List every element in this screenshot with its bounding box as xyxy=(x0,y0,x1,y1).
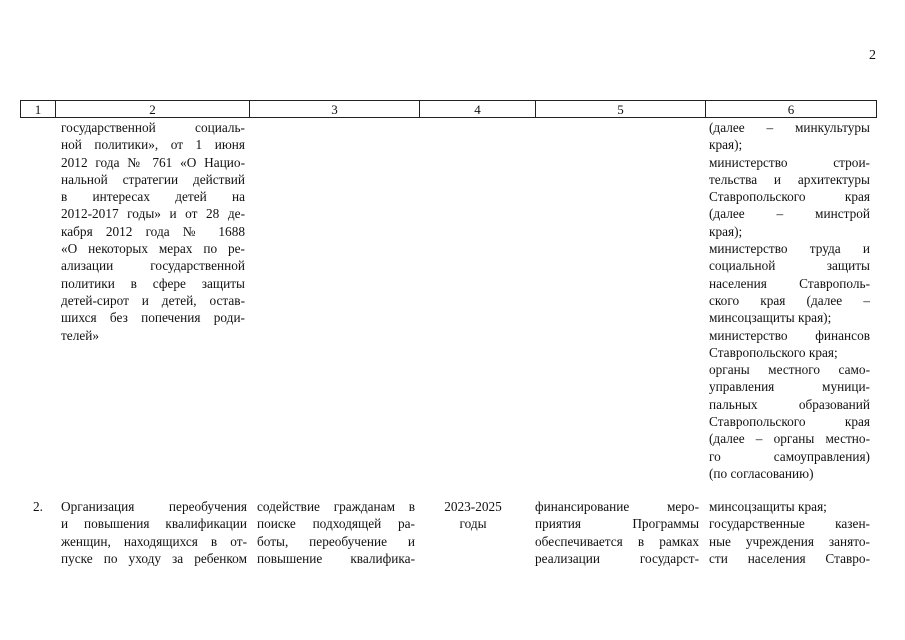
text-line: органы местного само- xyxy=(709,362,870,378)
row2-expected-result-cell xyxy=(257,498,415,567)
text-line: Ставропольского края xyxy=(709,414,870,430)
text-line: повышение квалифика- xyxy=(257,550,415,566)
text-line: пальных образований xyxy=(709,396,870,412)
text-line: политики в сфере защиты xyxy=(61,275,245,291)
text-line: 2023-2025 xyxy=(444,499,502,514)
row2-event-name-cell xyxy=(61,498,247,567)
text-line: минсоцзащиты края; xyxy=(709,499,827,514)
text-line: минсоцзащиты края); xyxy=(709,310,832,326)
row2-financing-cell xyxy=(535,498,699,567)
text-line: населения Ставрополь- xyxy=(709,275,870,291)
text-line: нальной стратегии действий xyxy=(61,171,245,187)
text-line: управления муници- xyxy=(709,379,870,395)
text-line: пуске по уходу за ребенком xyxy=(61,550,247,566)
text-line: в интересах детей на xyxy=(61,189,245,205)
text-line: телей» xyxy=(61,327,100,343)
text-line: го самоуправления) xyxy=(709,448,870,464)
text-line: и повышения квалификации xyxy=(61,516,247,532)
text-line: приятия Программы xyxy=(535,516,699,532)
column-number-6: 6 xyxy=(706,101,877,118)
text-line: государственные казен- xyxy=(709,516,870,532)
text-line: 2012 года № 761 «О Нацио- xyxy=(61,154,245,170)
text-line: ализации государственной xyxy=(61,258,245,274)
text-line: финансирование меро- xyxy=(535,499,699,514)
text-line: ные учреждения занято- xyxy=(709,533,870,549)
text-line: «О некоторых мерах по ре- xyxy=(61,241,245,257)
text-line: (по согласованию) xyxy=(709,465,814,481)
text-line: ского края (далее – xyxy=(709,292,870,308)
row2-responsible-executors-cell xyxy=(709,498,870,567)
text-line: женщин, находящихся в от- xyxy=(61,533,247,549)
text-line: детей-сирот и детей, остав- xyxy=(61,292,245,308)
text-line: (далее – органы местно- xyxy=(709,431,870,447)
text-line: годы xyxy=(459,516,487,532)
text-line: реализации государст- xyxy=(535,550,699,566)
row2-number: 2. xyxy=(33,499,43,514)
text-line: Организация переобучения xyxy=(61,499,247,514)
text-line: министерство финансов xyxy=(709,327,870,343)
text-line: тельства и архитектуры xyxy=(709,171,870,187)
text-line: Ставропольского края; xyxy=(709,344,838,360)
text-line: края); xyxy=(709,223,743,239)
text-line: обеспечивается в рамках xyxy=(535,533,699,549)
text-line: содействие гражданам в xyxy=(257,499,415,514)
table-header-row xyxy=(20,100,877,118)
column-number-2: 2 xyxy=(56,101,250,118)
column-number-4: 4 xyxy=(420,101,536,118)
text-line: 2012-2017 годы» и от 28 де- xyxy=(61,206,245,222)
text-line: министерство строи- xyxy=(709,154,870,170)
row1-legal-basis-cell xyxy=(61,119,245,344)
row2-period-cell xyxy=(434,498,512,533)
text-line: (далее – минкультуры xyxy=(709,120,870,135)
column-number-3: 3 xyxy=(250,101,420,118)
text-line: Ставропольского края xyxy=(709,189,870,205)
column-number-1: 1 xyxy=(21,101,56,118)
text-line: государственной социаль- xyxy=(61,120,245,135)
text-line: сти населения Ставро- xyxy=(709,550,870,566)
text-line: шихся без попечения роди- xyxy=(61,310,245,326)
text-line: министерство труда и xyxy=(709,241,870,257)
text-line: поиске подходящей ра- xyxy=(257,516,415,532)
text-line: (далее – минстрой xyxy=(709,206,870,222)
row1-responsible-executors-cell xyxy=(709,119,870,482)
text-line: края); xyxy=(709,137,743,153)
column-number-5: 5 xyxy=(536,101,706,118)
page-number: 2 xyxy=(869,48,876,63)
text-line: социальной защиты xyxy=(709,258,870,274)
text-line: боты, переобучение и xyxy=(257,533,415,549)
text-line: кабря 2012 года № 1688 xyxy=(61,223,245,239)
text-line: ной политики», от 1 июня xyxy=(61,137,245,153)
